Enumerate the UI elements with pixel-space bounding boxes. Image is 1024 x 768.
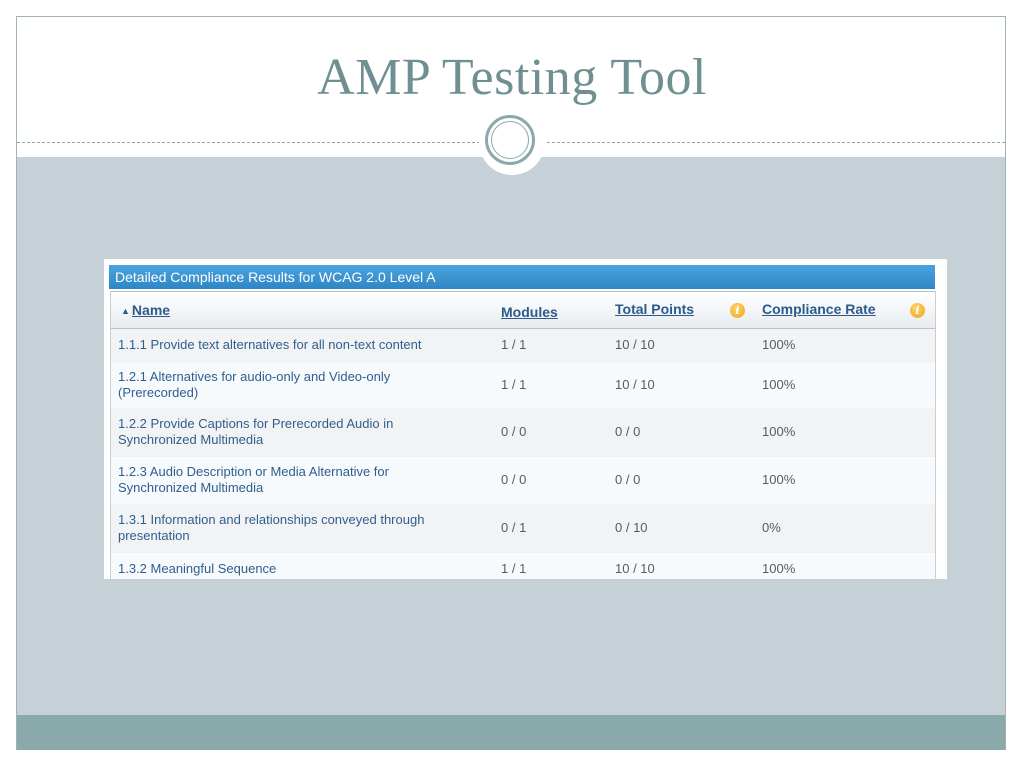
row-total-points: 0 / 0 [615, 472, 641, 487]
row-name[interactable]: 1.2.3 Audio Description or Media Alternative for Synchronized Multimedia [118, 464, 389, 495]
row-compliance-rate: 100% [762, 337, 796, 352]
table-row [111, 505, 935, 553]
row-name[interactable]: 1.2.1 Alternatives for audio-only and Video-only (Prerecorded) [118, 369, 391, 400]
row-modules: 0 / 0 [501, 424, 527, 439]
row-total-points: 0 / 10 [615, 520, 648, 535]
row-name[interactable]: 1.1.1 Provide text alternatives for all non-text content [118, 337, 422, 352]
row-compliance-rate: 100% [762, 472, 796, 487]
row-compliance-rate: 100% [762, 377, 796, 392]
table-row [111, 553, 935, 579]
row-total-points: 10 / 10 [615, 377, 655, 392]
row-modules: 1 / 1 [501, 561, 527, 576]
panel-header: Detailed Compliance Results for WCAG 2.0 Level A [109, 265, 935, 289]
row-modules: 1 / 1 [501, 377, 527, 392]
column-header-modules[interactable]: Modules [501, 304, 558, 320]
column-header-name[interactable] [121, 292, 170, 328]
column-header-compliance-rate[interactable]: Compliance Rate [762, 301, 876, 317]
compliance-results-panel [104, 259, 947, 579]
row-modules: 0 / 0 [501, 472, 527, 487]
divider-ornament-inner-ring [491, 121, 529, 159]
table-row [111, 329, 935, 362]
row-modules: 0 / 1 [501, 520, 527, 535]
row-compliance-rate: 100% [762, 561, 796, 576]
table-row [111, 409, 935, 457]
row-compliance-rate: 0% [762, 520, 781, 535]
table-row [111, 457, 935, 505]
row-name[interactable]: 1.3.1 Information and relationships conveyed through presentation [118, 512, 425, 543]
row-compliance-rate: 100% [762, 424, 796, 439]
row-total-points: 10 / 10 [615, 561, 655, 576]
sort-ascending-icon: ▲ [121, 306, 130, 316]
column-header-name-label: Name [131, 302, 171, 318]
info-icon[interactable]: i [910, 303, 925, 318]
row-total-points: 0 / 0 [615, 424, 641, 439]
table-row [111, 362, 935, 409]
row-total-points: 10 / 10 [615, 337, 655, 352]
row-name[interactable]: 1.3.2 Meaningful Sequence [118, 561, 277, 576]
row-modules: 1 / 1 [501, 337, 527, 352]
table-header-row [111, 291, 935, 329]
compliance-table [110, 291, 936, 579]
slide-title: AMP Testing Tool [317, 49, 707, 106]
row-name[interactable]: 1.2.2 Provide Captions for Prerecorded Audio in Synchronized Multimedia [118, 416, 394, 447]
column-header-total-points[interactable]: Total Points [615, 301, 695, 317]
footer-band [17, 715, 1005, 750]
info-icon[interactable]: i [730, 303, 745, 318]
